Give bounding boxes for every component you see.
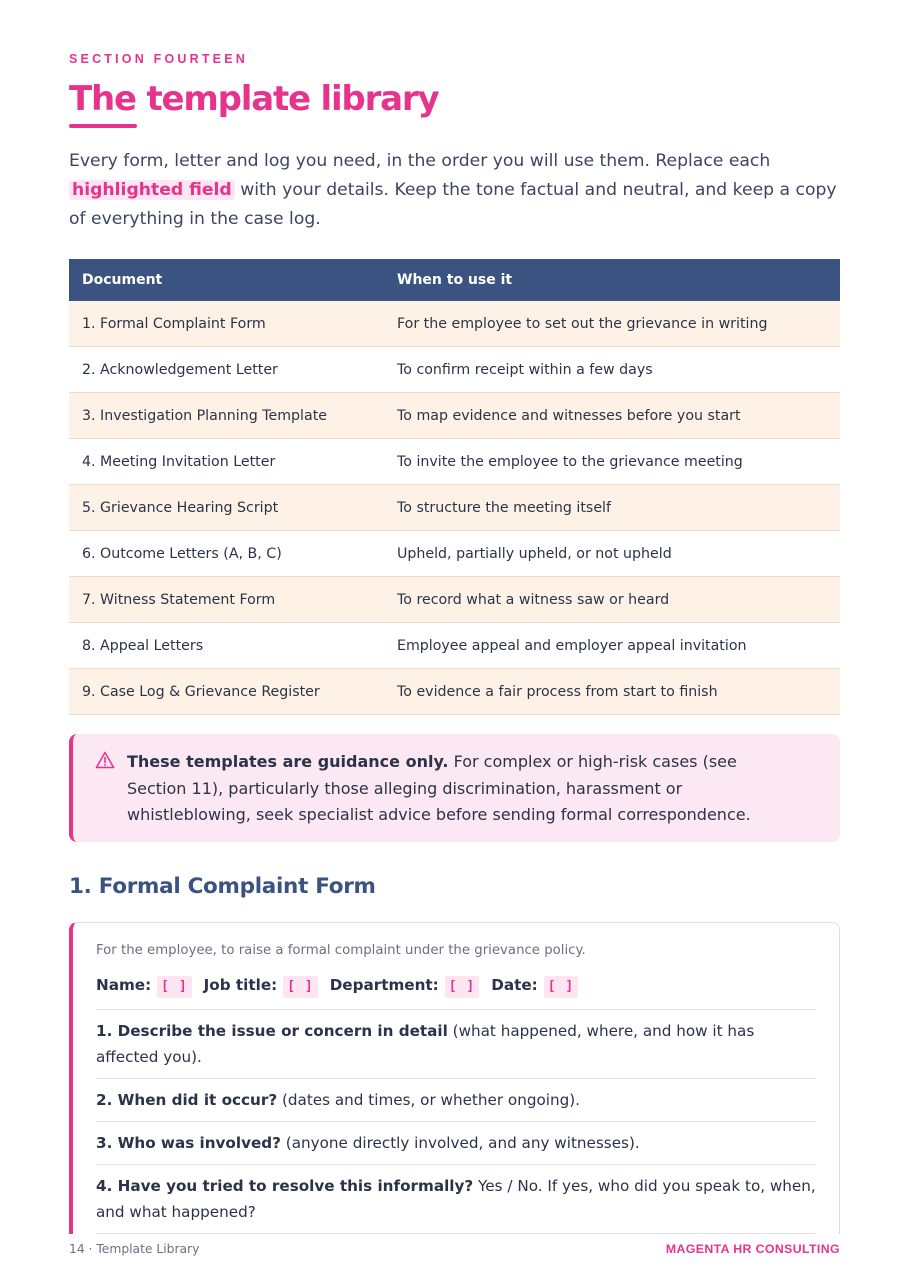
table-row xyxy=(69,347,840,393)
form-section-heading: 1. Formal Complaint Form xyxy=(69,874,376,899)
question-prompt: 4. Have you tried to resolve this informally? xyxy=(96,1177,474,1195)
usage-cell: Upheld, partially upheld, or not upheld xyxy=(384,531,840,577)
column-header-document: Document xyxy=(69,259,384,301)
template-table xyxy=(69,259,840,715)
document-cell: 1. Formal Complaint Form xyxy=(69,301,384,347)
callout-bold-text: These templates are guidance only. xyxy=(127,752,449,771)
complaint-form-card xyxy=(69,922,840,1234)
question-prompt: 2. When did it occur? xyxy=(96,1091,278,1109)
usage-cell: To evidence a fair process from start to finish xyxy=(384,669,840,715)
question-prompt: 3. Who was involved? xyxy=(96,1134,281,1152)
question-detail: (what happened, where, and how it has affected you). xyxy=(96,1022,755,1066)
date-label: Date: xyxy=(491,976,538,994)
question-detail: Yes / No. If yes, who did you speak to, when, and what happened? xyxy=(96,1177,816,1221)
document-cell: 9. Case Log & Grievance Register xyxy=(69,669,384,715)
form-fields-row xyxy=(96,974,816,1010)
intro-paragraph xyxy=(69,147,840,234)
warning-triangle-icon xyxy=(95,751,115,769)
job-title-label: Job title: xyxy=(203,976,278,994)
document-cell: 7. Witness Statement Form xyxy=(69,577,384,623)
usage-cell: To map evidence and witnesses before you start xyxy=(384,393,840,439)
date-field: [ ] xyxy=(544,976,578,998)
usage-cell: To structure the meeting itself xyxy=(384,485,840,531)
department-label: Department: xyxy=(329,976,439,994)
question-prompt: 1. Describe the issue or concern in detail xyxy=(96,1022,448,1040)
footer-brand: MAGENTA HR CONSULTING xyxy=(665,1242,840,1256)
question-detail: (dates and times, or whether ongoing). xyxy=(277,1091,581,1109)
table-row xyxy=(69,669,840,715)
usage-cell: For the employee to set out the grievance in writing xyxy=(384,301,840,347)
document-cell: 5. Grievance Hearing Script xyxy=(69,485,384,531)
document-cell: 2. Acknowledgement Letter xyxy=(69,347,384,393)
question-detail: (anyone directly involved, and any witnesses). xyxy=(280,1134,640,1152)
name-field: [ ] xyxy=(157,976,191,998)
intro-text-before: Every form, letter and log you need, in the order you will use them. Replace each xyxy=(69,151,771,171)
usage-cell: To confirm receipt within a few days xyxy=(384,347,840,393)
guidance-callout xyxy=(69,734,840,842)
table-row xyxy=(69,301,840,347)
table-row xyxy=(69,439,840,485)
page-title: The template library xyxy=(69,79,439,119)
job-title-field: [ ] xyxy=(283,976,317,998)
form-intro: For the employee, to raise a formal complaint under the grievance policy. xyxy=(96,943,586,958)
table-header-row xyxy=(69,259,840,301)
name-label: Name: xyxy=(96,976,152,994)
table-row xyxy=(69,393,840,439)
section-eyebrow: SECTION FOURTEEN xyxy=(69,52,248,66)
table-row xyxy=(69,623,840,669)
document-cell: 6. Outcome Letters (A, B, C) xyxy=(69,531,384,577)
usage-cell: To invite the employee to the grievance meeting xyxy=(384,439,840,485)
intro-text-after: with your details. Keep the tone factual and neutral, and keep a copy of everything in the case log. xyxy=(69,180,837,229)
form-question xyxy=(96,1122,816,1165)
column-header-when: When to use it xyxy=(384,259,840,301)
table-row xyxy=(69,485,840,531)
usage-cell: Employee appeal and employer appeal invitation xyxy=(384,623,840,669)
form-question xyxy=(96,1079,816,1122)
form-question xyxy=(96,1165,816,1234)
usage-cell: To record what a witness saw or heard xyxy=(384,577,840,623)
form-question xyxy=(96,1010,816,1079)
table-row xyxy=(69,577,840,623)
footer-page-label: 14 · Template Library xyxy=(69,1242,200,1256)
table-row xyxy=(69,531,840,577)
highlighted-field-sample: highlighted field xyxy=(69,180,235,200)
document-cell: 8. Appeal Letters xyxy=(69,623,384,669)
callout-text: For complex or high-risk cases (see Section 11), particularly those alleging discrimination, harassment or whistleblowing, seek specialist advice before sending formal correspondence. xyxy=(127,752,751,824)
document-cell: 3. Investigation Planning Template xyxy=(69,393,384,439)
department-field: [ ] xyxy=(445,976,479,998)
document-cell: 4. Meeting Invitation Letter xyxy=(69,439,384,485)
title-underline xyxy=(69,124,137,128)
